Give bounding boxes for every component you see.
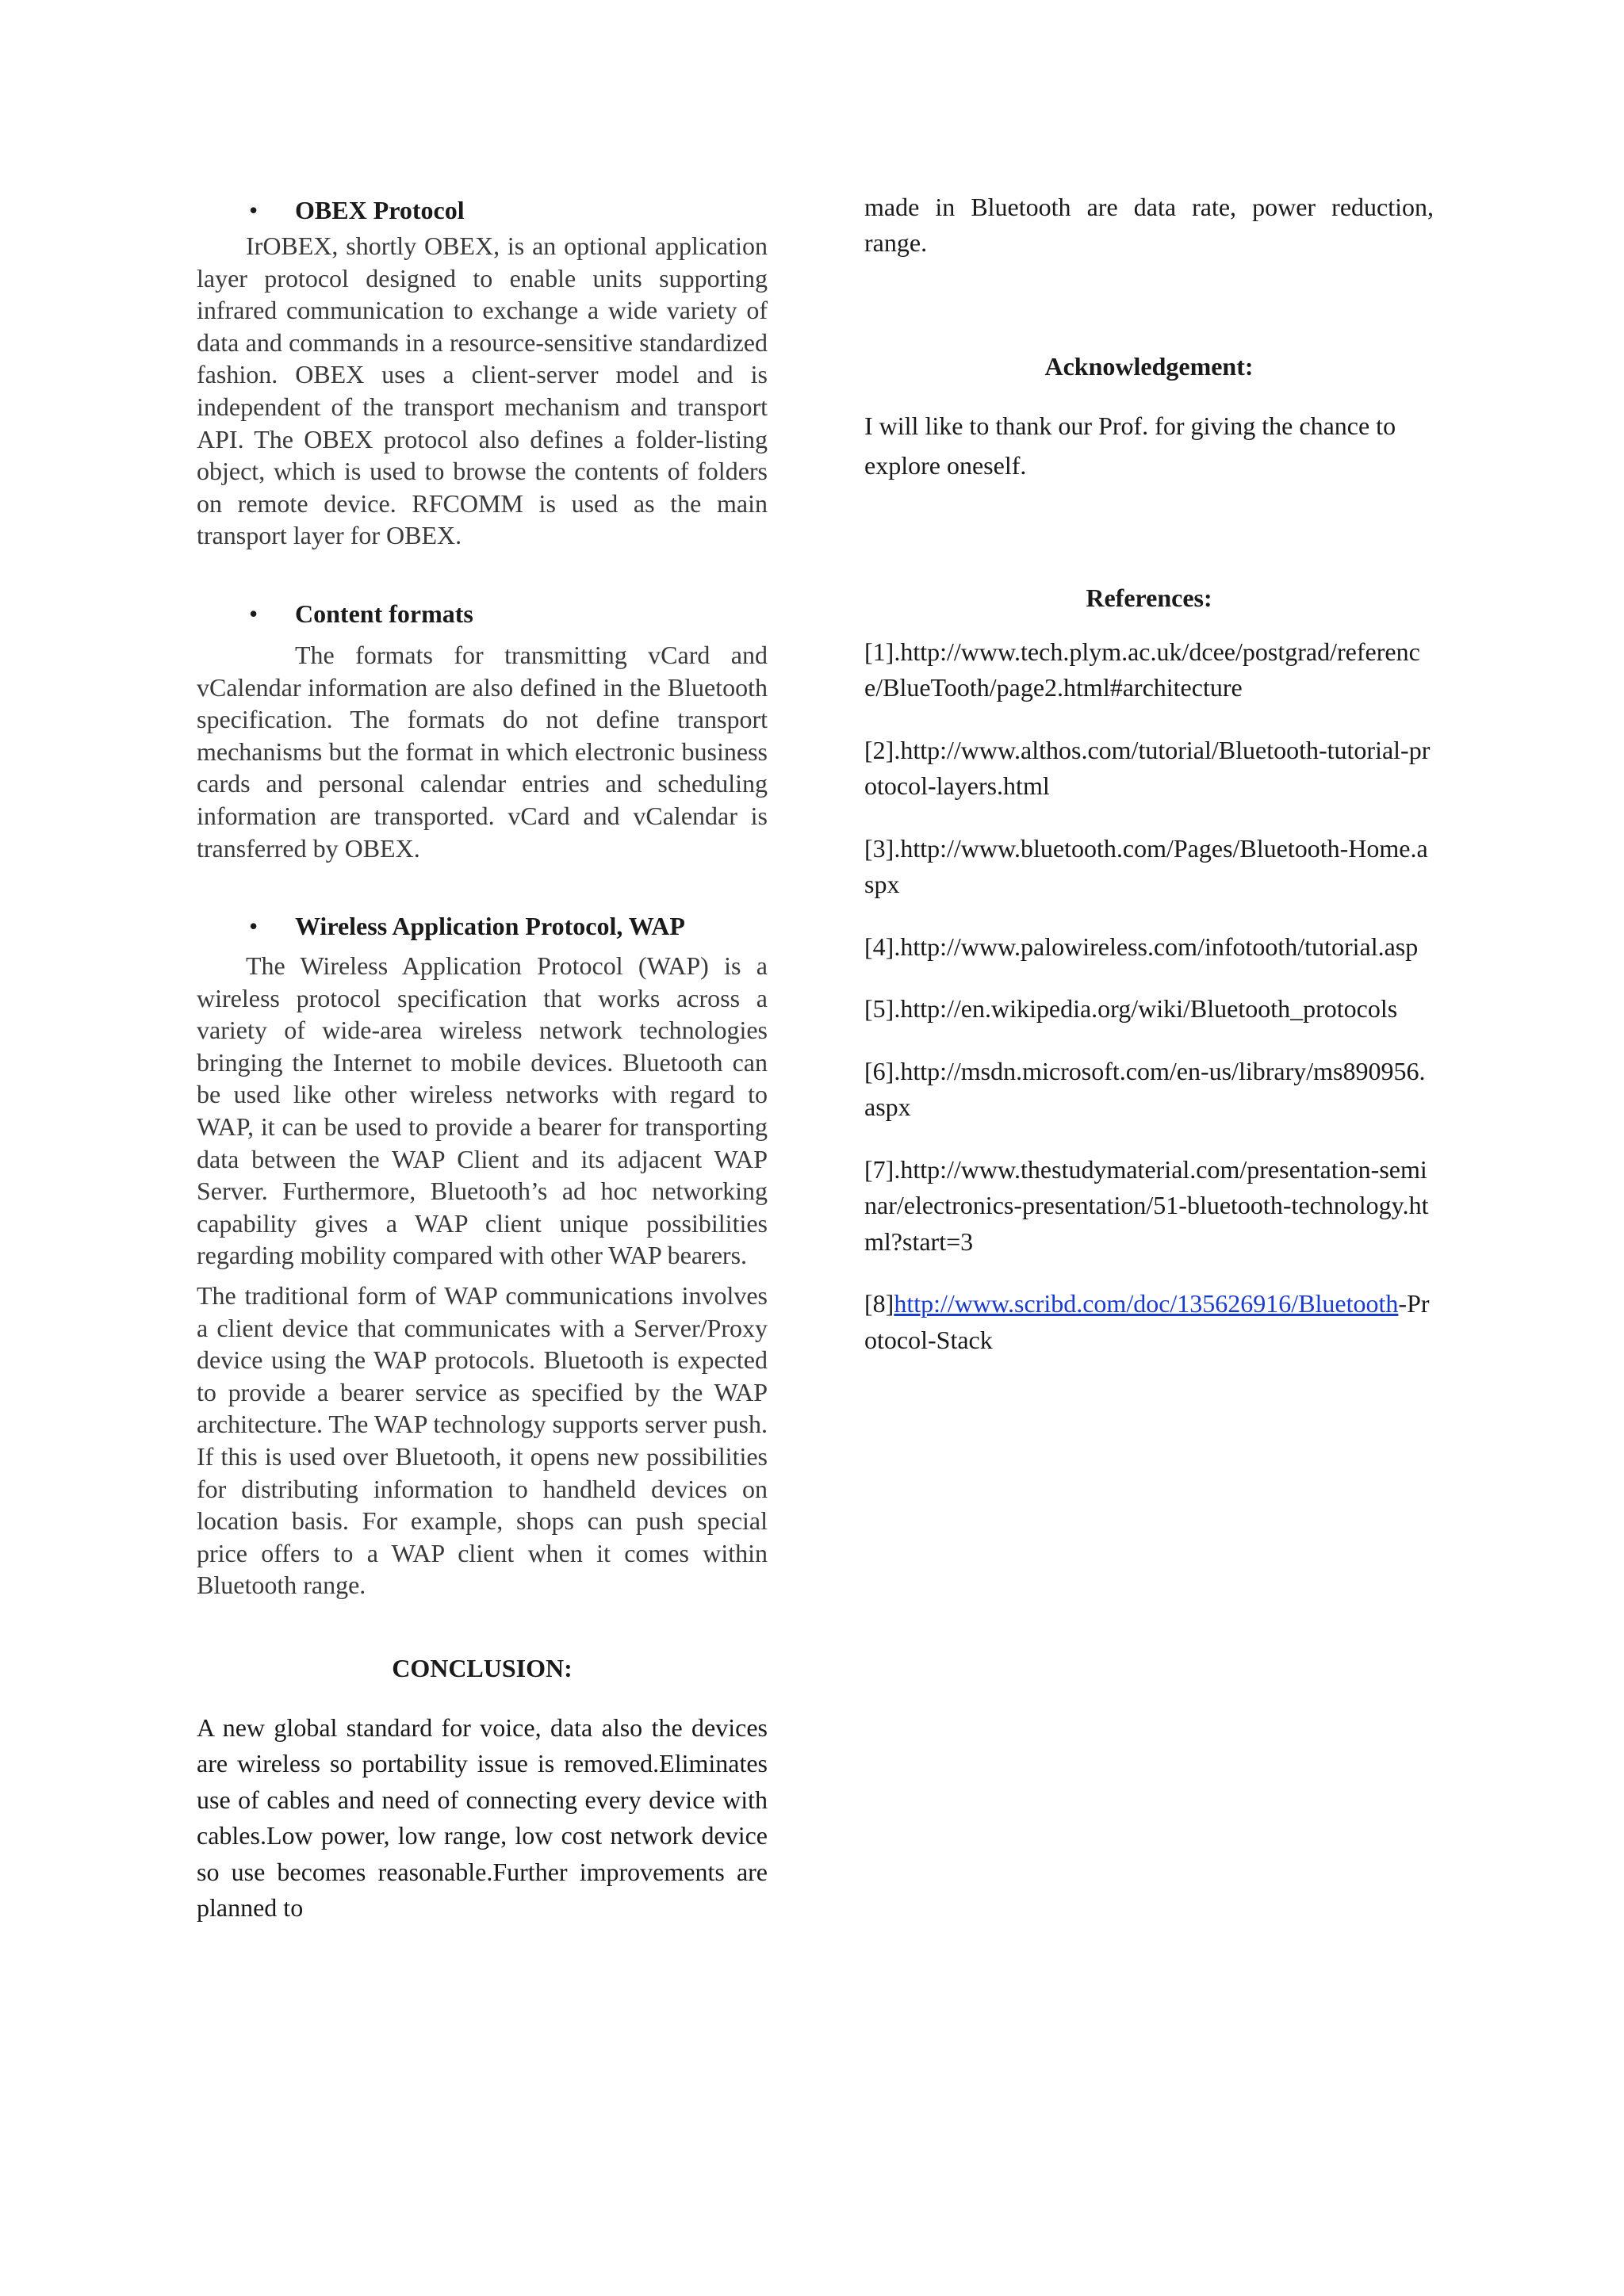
reference-item: [4].http://www.palowireless.com/infotooth/tutorial.asp <box>864 932 1419 961</box>
reference-8-suffix: -Protocol-Stack <box>864 1289 1430 1354</box>
wap-paragraph-1: The Wireless Application Protocol (WAP) is a wireless protocol specification that works across a variety of wide-area wireless network technologies bringing the Internet to mobile devices. Bluetooth can be used like other wireless networks with regard to WAP, it can be used to provide a bearer for transporting data between the WAP Client and its adjacent WAP Server. Furthermore, Bluetooth’s ad hoc networking capability gives a WAP client unique possibilities regarding mobility compared with other WAP bearers. <box>197 951 768 1270</box>
reference-item: [6].http://msdn.microsoft.com/en-us/library/ms890956.aspx <box>864 1056 1426 1122</box>
conclusion-paragraph: A new global standard for voice, data also the devices are wireless so portability issue is removed.Eliminates use of cables and need of connecting every device with cables.Low power, low range, low cost network device so use becomes reasonable.Further improvements are planned to <box>197 1712 768 1922</box>
wap-heading-text: Wireless Application Protocol, WAP <box>295 912 685 941</box>
reference-8-prefix: [8] <box>864 1289 894 1318</box>
content-formats-paragraph: The formats for transmitting vCard and vCalendar information are also defined in the Bluetooth specification. The formats do not define transport mechanisms but the format in which electronic business cards and personal calendar entries and scheduling information are transported. vCard and vCalendar is transferred by OBEX. <box>197 640 768 863</box>
reference-item-8 <box>864 1286 1434 1358</box>
reference-item: [7].http://www.thestudymaterial.com/presentation-seminar/electronics-presentation/51-bluetooth-technology.html?start=3 <box>864 1154 1429 1256</box>
content-formats-heading-text: Content formats <box>295 599 473 628</box>
obex-heading-text: OBEX Protocol <box>295 196 465 224</box>
conclusion-title: CONCLUSION: <box>392 1653 573 1682</box>
wap-heading <box>197 910 768 942</box>
reference-item: [2].http://www.althos.com/tutorial/Bluetooth-tutorial-protocol-layers.html <box>864 735 1431 801</box>
content-formats-heading <box>197 598 768 629</box>
obex-heading <box>197 194 768 226</box>
continuation-paragraph: made in Bluetooth are data rate, power reduction, range. <box>864 193 1434 258</box>
right-column <box>864 194 1434 1358</box>
reference-8-link[interactable]: http://www.scribd.com/doc/135626916/Bluetooth <box>894 1289 1399 1318</box>
left-column <box>197 194 768 1926</box>
reference-item: [5].http://en.wikipedia.org/wiki/Bluetooth_protocols <box>864 994 1398 1024</box>
references-title: References: <box>1086 583 1212 612</box>
obex-paragraph: IrOBEX, shortly OBEX, is an optional application layer protocol designed to enable units supporting infrared communication to exchange a wide variety of data and commands in a resource-sensitive standardized fashion. OBEX uses a client-server model and is independent of the transport mechanism and transport API. The OBEX protocol also defines a folder-listing object, which is used to browse the contents of folders on remote device. RFCOMM is used as the main transport layer for OBEX. <box>197 232 768 550</box>
bullet-icon: • <box>249 196 259 224</box>
acknowledgement-title: Acknowledgement: <box>1044 351 1254 381</box>
acknowledgement-paragraph: I will like to thank our Prof. for giving the chance to explore oneself. <box>864 411 1396 480</box>
wap-paragraph-2: The traditional form of WAP communications involves a client device that communicates with a Server/Proxy device using the WAP protocols. Bluetooth is expected to provide a bearer service as specified by the WAP architecture. The WAP technology supports server push. If this is used over Bluetooth, it opens new possibilities for distributing information to handheld devices on location basis. For example, shops can push special price offers to a WAP client when it comes within Bluetooth range. <box>197 1281 768 1600</box>
reference-item: [3].http://www.bluetooth.com/Pages/Bluetooth-Home.aspx <box>864 833 1428 899</box>
reference-list <box>864 634 1434 1359</box>
bullet-icon: • <box>249 599 259 628</box>
bullet-icon: • <box>249 912 259 941</box>
reference-item: [1].http://www.tech.plym.ac.uk/dcee/postgrad/reference/BlueTooth/page2.html#architecture <box>864 637 1420 702</box>
